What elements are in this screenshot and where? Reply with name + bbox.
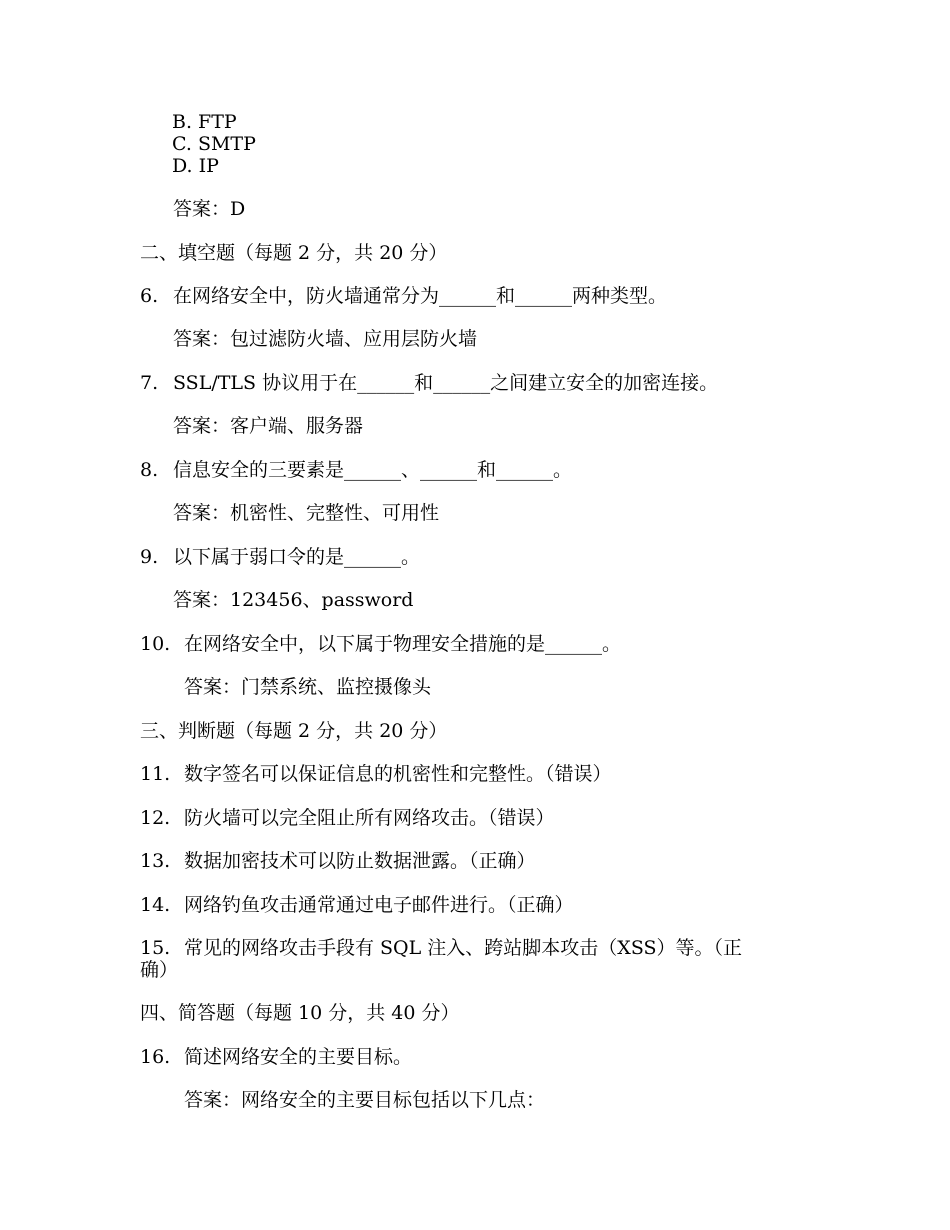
question-16-text: 简述网络安全的主要目标。 xyxy=(184,1046,413,1068)
question-7-number: 7. xyxy=(140,372,159,394)
question-11-number: 11. xyxy=(140,763,171,785)
question-6 xyxy=(140,285,158,307)
section-title-short-answer: 四、简答题（每题 10 分，共 40 分） xyxy=(140,1002,460,1024)
question-15-text: 常见的网络攻击手段有 SQL 注入、跨站脚本攻击（XSS）等。（正 xyxy=(184,937,743,959)
question-15-text-continued: 确） xyxy=(140,959,179,981)
question-15-number: 15. xyxy=(140,937,171,959)
question-12-number: 12. xyxy=(140,807,171,829)
question-10-number: 10. xyxy=(140,633,171,655)
answer-8: 答案：机密性、完整性、可用性 xyxy=(173,502,440,524)
answer-6: 答案：包过滤防火墙、应用层防火墙 xyxy=(173,328,478,350)
question-10-text: 在网络安全中，以下属于物理安全措施的是______。 xyxy=(184,633,622,655)
question-7-text: SSL/TLS 协议用于在______和______之间建立安全的加密连接。 xyxy=(173,372,719,394)
question-8-number: 8. xyxy=(140,459,159,481)
answer-7: 答案：客户端、服务器 xyxy=(173,415,364,437)
question-12-text: 防火墙可以完全阻止所有网络攻击。（错误） xyxy=(184,807,555,829)
question-9-number: 9. xyxy=(140,546,159,568)
option-d: D. IP xyxy=(172,155,219,177)
question-6-text: 在网络安全中，防火墙通常分为______和______两种类型。 xyxy=(173,285,668,307)
answer-16: 答案：网络安全的主要目标包括以下几点： xyxy=(184,1089,546,1111)
answer-10: 答案：门禁系统、监控摄像头 xyxy=(184,676,432,698)
answer-9: 答案：123456、password xyxy=(173,589,414,611)
question-14-text: 网络钓鱼攻击通常通过电子邮件进行。（正确） xyxy=(184,894,574,916)
option-c: C. SMTP xyxy=(172,133,256,155)
answer-5: 答案：D xyxy=(173,198,246,220)
option-b: B. FTP xyxy=(172,111,237,133)
question-13-number: 13. xyxy=(140,850,171,872)
section-title-true-false: 三、判断题（每题 2 分，共 20 分） xyxy=(140,720,448,742)
question-11-text: 数字签名可以保证信息的机密性和完整性。（错误） xyxy=(184,763,612,785)
question-number: 6. xyxy=(140,285,159,307)
section-title-fill-blank: 二、填空题（每题 2 分，共 20 分） xyxy=(140,242,448,264)
question-14-number: 14. xyxy=(140,894,171,916)
question-9-text: 以下属于弱口令的是______。 xyxy=(173,546,421,568)
question-16-number: 16. xyxy=(140,1046,171,1068)
question-8-text: 信息安全的三要素是______、______和______。 xyxy=(173,459,573,481)
question-13-text: 数据加密技术可以防止数据泄露。（正确） xyxy=(184,850,536,872)
